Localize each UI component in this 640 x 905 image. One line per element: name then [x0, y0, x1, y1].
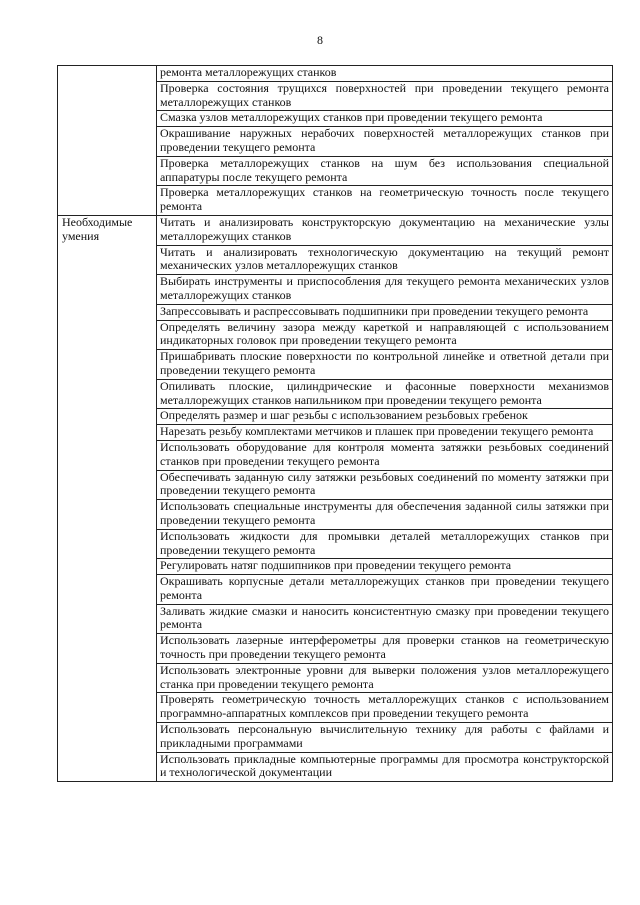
row-text-cell: Использовать прикладные компьютерные программы для просмотра конструкторской и технологической документации — [157, 752, 613, 782]
row-text-cell: Окрашивание наружных нерабочих поверхностей металлорежущих станков при проведении текущего ремонта — [157, 127, 613, 157]
row-text-cell: Проверка металлорежущих станков на геометрическую точность после текущего ремонта — [157, 186, 613, 216]
row-text-cell: Определять величину зазора между кареткой и направляющей с использованием индикаторных головок при проведении текущего ремонта — [157, 320, 613, 350]
section-label-cell — [58, 66, 157, 216]
row-text-cell: Использовать персональную вычислительную технику для работы с файлами и прикладными программами — [157, 723, 613, 753]
row-text-cell: Смазка узлов металлорежущих станков при проведении текущего ремонта — [157, 111, 613, 127]
row-text-cell: Пришабривать плоские поверхности по контрольной линейке и ответной детали при проведении текущего ремонта — [157, 350, 613, 380]
page-number: 8 — [317, 33, 323, 47]
row-text-cell: Проверять геометрическую точность металлорежущих станков с использованием программно-аппаратных комплексов при проведении текущего ремонта — [157, 693, 613, 723]
row-text-cell: Использовать лазерные интерферометры для проверки станков на геометрическую точность при проведении текущего ремонта — [157, 634, 613, 664]
row-text-cell: Нарезать резьбу комплектами метчиков и плашек при проведении текущего ремонта — [157, 425, 613, 441]
row-text-cell: Читать и анализировать технологическую документацию на текущий ремонт механических узлов металлорежущих станков — [157, 245, 613, 275]
row-text-cell: Запрессовывать и распрессовывать подшипники при проведении текущего ремонта — [157, 304, 613, 320]
row-text-cell: Выбирать инструменты и приспособления для текущего ремонта механических узлов металлорежущих станков — [157, 275, 613, 305]
table-row — [58, 66, 613, 82]
row-text-cell: Опиливать плоские, цилиндрические и фасонные поверхности механизмов металлорежущих станков напильником при проведении текущего ремонта — [157, 379, 613, 409]
row-text-cell: Использовать оборудование для контроля момента затяжки резьбовых соединений станков при проведении текущего ремонта — [157, 440, 613, 470]
row-text-cell: Определять размер и шаг резьбы с использованием резьбовых гребенок — [157, 409, 613, 425]
row-text-cell: Использовать электронные уровни для выверки положения узлов металлорежущего станка при проведении текущего ремонта — [157, 663, 613, 693]
table-body — [58, 66, 613, 782]
row-text-cell: Читать и анализировать конструкторскую документацию на механические узлы металлорежущих станков — [157, 215, 613, 245]
row-text-cell: Регулировать натяг подшипников при проведении текущего ремонта — [157, 559, 613, 575]
row-text-cell: Проверка состояния трущихся поверхностей при проведении текущего ремонта металлорежущих станков — [157, 81, 613, 111]
row-text-cell: Окрашивать корпусные детали металлорежущих станков при проведении текущего ремонта — [157, 575, 613, 605]
row-text-cell: Проверка металлорежущих станков на шум без использования специальной аппаратуры после текущего ремонта — [157, 156, 613, 186]
row-text-cell: ремонта металлорежущих станков — [157, 66, 613, 82]
row-text-cell: Обеспечивать заданную силу затяжки резьбовых соединений по моменту затяжки при проведении текущего ремонта — [157, 470, 613, 500]
section-label-cell: Необходимые умения — [58, 215, 157, 781]
row-text-cell: Использовать жидкости для промывки деталей металлорежущих станков при проведении текущего ремонта — [157, 529, 613, 559]
requirements-table — [57, 65, 613, 782]
row-text-cell: Использовать специальные инструменты для обеспечения заданной силы затяжки при проведении текущего ремонта — [157, 500, 613, 530]
table-row — [58, 215, 613, 245]
row-text-cell: Заливать жидкие смазки и наносить консистентную смазку при проведении текущего ремонта — [157, 604, 613, 634]
